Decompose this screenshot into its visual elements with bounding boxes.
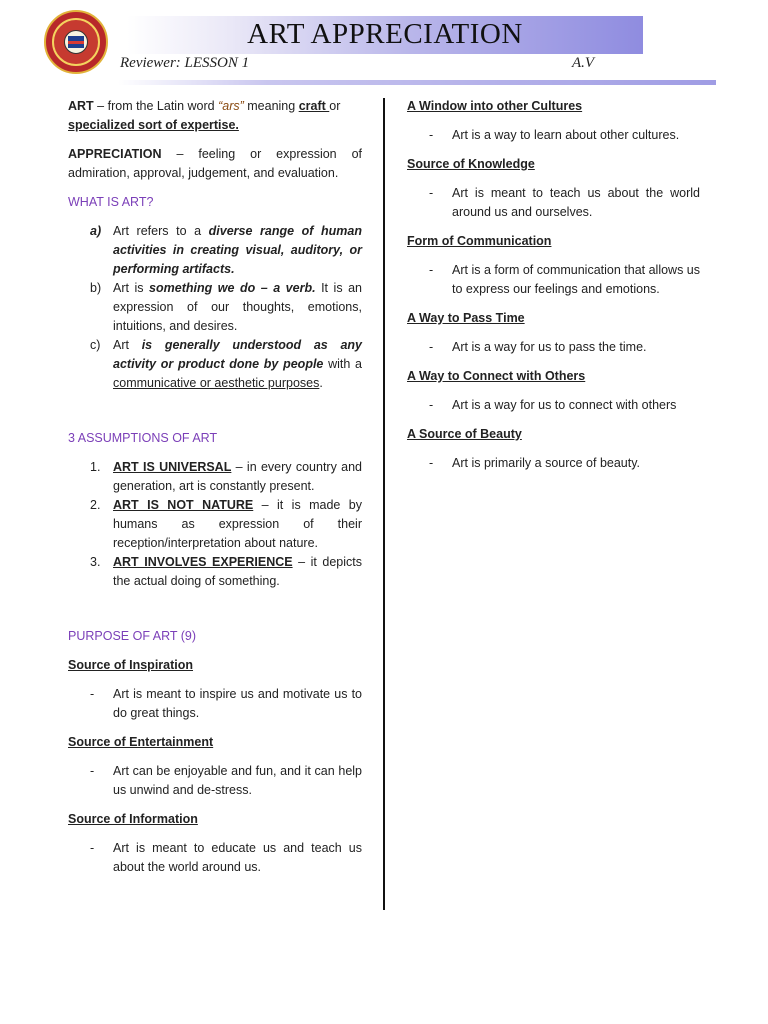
section-heading: Source of Knowledge bbox=[407, 157, 535, 171]
column-divider bbox=[383, 98, 385, 910]
reviewer-label: Reviewer: LESSON 1 bbox=[120, 55, 250, 71]
author-initials: A.V bbox=[572, 55, 595, 71]
school-seal-logo bbox=[44, 10, 108, 74]
section-heading: Form of Communication bbox=[407, 234, 552, 248]
page-title: ART APPRECIATION bbox=[247, 18, 523, 50]
right-column bbox=[407, 97, 700, 483]
craft-word: craft bbox=[298, 99, 330, 113]
list-item: - Art is a way to learn about other cultures. bbox=[429, 128, 680, 142]
list-item: - Art is a way for us to pass the time. bbox=[429, 340, 647, 354]
art-definition: ART – from the Latin word “ars” meaning craft or specialized sort of expertise. bbox=[68, 99, 341, 132]
header-underline-bar bbox=[118, 80, 716, 85]
list-item: b) Art is something we do – a verb. It is an expression of our thoughts, emotions, intuitions, and desires. bbox=[90, 281, 362, 333]
section-heading: A Source of Beauty bbox=[407, 427, 522, 441]
list-item: - Art is meant to educate us and teach us about the world around us. bbox=[90, 841, 362, 874]
section-heading: Source of Entertainment bbox=[68, 735, 214, 749]
assumptions-heading: 3 ASSUMPTIONS OF ART bbox=[68, 431, 218, 445]
list-item: 1. ART IS UNIVERSAL – in every country and generation, art is constantly present. bbox=[90, 460, 362, 493]
section-heading: Source of Inspiration bbox=[68, 658, 194, 672]
seal-band bbox=[68, 41, 84, 44]
purpose-heading: PURPOSE OF ART (9) bbox=[68, 629, 197, 643]
section-heading: A Way to Connect with Others bbox=[407, 369, 586, 383]
list-item: - Art is meant to teach us about the world around us and ourselves. bbox=[429, 186, 700, 219]
list-item: - Art is a form of communication that allows us to express our feelings and emotions. bbox=[429, 263, 701, 296]
list-item: 2. ART IS NOT NATURE – it is made by humans as expression of their reception/interpretation about nature. bbox=[90, 498, 362, 550]
specialized-phrase: specialized sort of expertise. bbox=[68, 118, 239, 132]
list-item: - Art is primarily a source of beauty. bbox=[429, 456, 641, 470]
section-heading: A Window into other Cultures bbox=[407, 99, 583, 113]
appreciation-definition: APPRECIATION – feeling or expression of admiration, approval, judgement, and evaluation. bbox=[68, 147, 362, 180]
art-term: ART bbox=[68, 99, 94, 113]
list-item: 3. ART INVOLVES EXPERIENCE – it depicts the actual doing of something. bbox=[90, 555, 362, 588]
list-item: - Art is meant to inspire us and motivate us to do great things. bbox=[90, 687, 362, 720]
list-item: c) Art is generally understood as any activity or product done by people with a communicative or aesthetic purposes. bbox=[90, 338, 362, 390]
list-item: - Art can be enjoyable and fun, and it can help us unwind and de-stress. bbox=[90, 764, 362, 797]
what-is-art-heading: WHAT IS ART? bbox=[68, 195, 154, 209]
section-heading: A Way to Pass Time bbox=[407, 311, 525, 325]
latin-word: “ars” bbox=[218, 99, 244, 113]
list-item: a) Art refers to a diverse range of human activities in creating visual, auditory, or performing artifacts. bbox=[90, 224, 362, 276]
section-heading: Source of Information bbox=[68, 812, 198, 826]
list-item: - Art is a way for us to connect with others bbox=[429, 398, 677, 412]
left-column bbox=[68, 97, 362, 887]
appreciation-term: APPRECIATION bbox=[68, 147, 162, 161]
